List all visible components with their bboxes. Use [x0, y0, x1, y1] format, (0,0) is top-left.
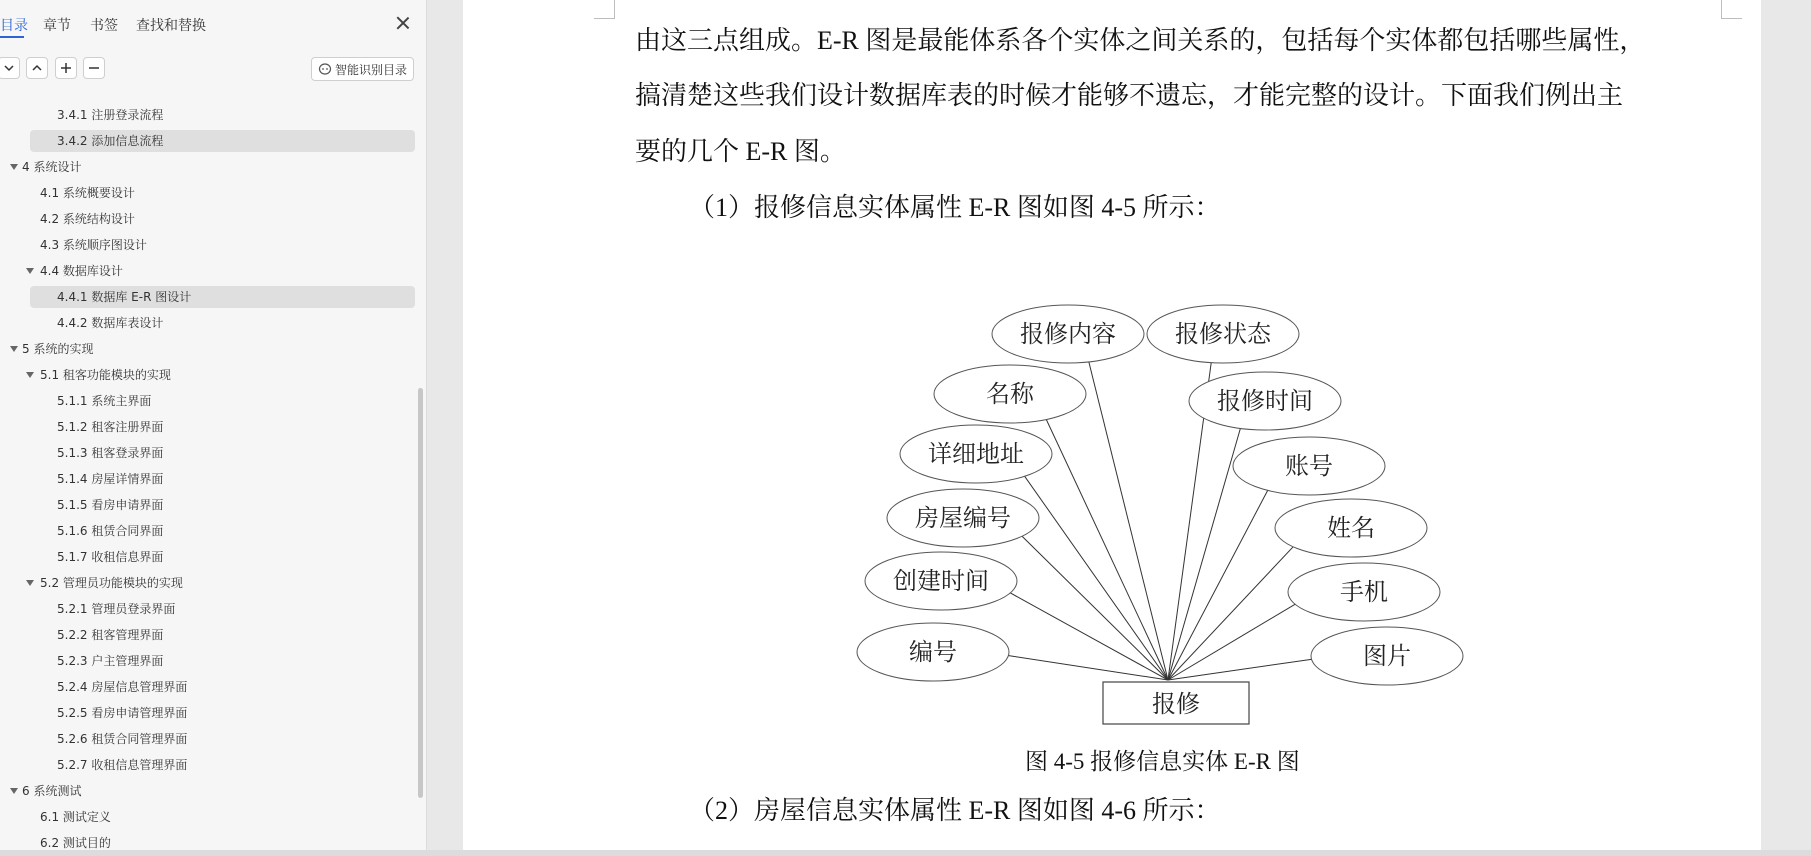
toc-item-label: 3.4.2 添加信息流程 [57, 134, 164, 148]
er-diagram [463, 0, 1761, 760]
toc-item-label: 5.1.7 收租信息界面 [57, 550, 164, 564]
er-connector-line [1168, 604, 1296, 680]
toc-item-label: 4.4 数据库设计 [40, 264, 123, 278]
toc-item-label: 5.1.2 租客注册界面 [57, 420, 164, 434]
er-attribute-label: 报修时间 [1217, 387, 1313, 415]
toc-item[interactable] [0, 416, 426, 438]
expand-down-button[interactable] [0, 57, 20, 79]
er-attribute-label: 图片 [1363, 642, 1411, 670]
toc-item[interactable] [0, 546, 426, 568]
tab-chapters[interactable]: 章节 [43, 18, 71, 34]
toc-item[interactable] [0, 572, 426, 594]
toc-item-label: 5.2 管理员功能模块的实现 [40, 576, 183, 590]
toc-item[interactable] [0, 442, 426, 464]
toc-item-label: 5.2.1 管理员登录界面 [57, 602, 176, 616]
er-attribute-label: 详细地址 [928, 440, 1024, 468]
expand-triangle-icon[interactable] [10, 346, 18, 352]
toc-item-label: 5.2.4 房屋信息管理界面 [57, 680, 188, 694]
smart-toc-label: 智能识别目录 [335, 62, 408, 77]
toc-item[interactable] [0, 728, 426, 750]
smart-toc-button[interactable] [311, 57, 414, 81]
toc-item-label: 5.2.3 户主管理界面 [57, 654, 164, 668]
toc-tree [0, 104, 426, 856]
add-heading-button[interactable] [55, 57, 77, 79]
tab-bookmarks[interactable]: 书签 [90, 18, 118, 34]
toc-item-label: 5.1.4 房屋详情界面 [57, 472, 164, 486]
expand-triangle-icon[interactable] [26, 580, 34, 586]
toc-item-label: 5.1.3 租客登录界面 [57, 446, 164, 460]
toc-item[interactable] [0, 234, 426, 256]
toc-item-label: 5.2.7 收租信息管理界面 [57, 758, 188, 772]
toc-item[interactable] [0, 650, 426, 672]
er-connector-line [1046, 419, 1168, 680]
expand-triangle-icon[interactable] [10, 788, 18, 794]
toc-item[interactable] [0, 702, 426, 724]
tab-find-replace[interactable]: 查找和替换 [136, 18, 206, 34]
expand-triangle-icon[interactable] [26, 268, 34, 274]
toc-item[interactable] [0, 182, 426, 204]
list-item-1: （1）报修信息实体属性 E-R 图如图 4-5 所示： [689, 193, 1221, 222]
toc-item-label: 5.1.6 租赁合同界面 [57, 524, 164, 538]
toc-item[interactable] [0, 104, 426, 126]
toc-item[interactable] [0, 208, 426, 230]
paragraph-line-3: 要的几个 E-R 图。 [635, 137, 846, 166]
toc-item-label: 4.2 系统结构设计 [40, 212, 135, 226]
er-attribute-label: 编号 [909, 638, 957, 666]
er-connector-line [1009, 592, 1168, 680]
nav-tabs [0, 0, 426, 46]
er-attribute-label: 账号 [1285, 452, 1333, 480]
toc-item-label: 5.2.2 租客管理界面 [57, 628, 164, 642]
toc-item[interactable] [0, 754, 426, 776]
er-connector-line [1007, 655, 1168, 680]
toc-item[interactable] [0, 676, 426, 698]
bottom-scroll-track [0, 850, 1811, 856]
active-tab-indicator [0, 36, 24, 38]
navigation-pane [0, 0, 427, 856]
toc-item[interactable] [0, 312, 426, 334]
er-attribute-label: 姓名 [1327, 514, 1375, 542]
figure-caption: 图 4-5 报修信息实体 E-R 图 [1025, 749, 1300, 774]
minus-icon [88, 62, 100, 74]
er-entity-label: 报修 [1152, 690, 1200, 718]
tab-toc[interactable]: 目录 [0, 18, 28, 34]
er-connector-line [1168, 428, 1241, 680]
toc-item-label: 6.1 测试定义 [40, 810, 111, 824]
er-connector-line [1168, 659, 1313, 680]
close-pane-button[interactable] [394, 14, 412, 32]
toc-item-label: 5.2.6 租赁合同管理界面 [57, 732, 188, 746]
toc-item[interactable] [0, 598, 426, 620]
toc-item-label: 5.2.5 看房申请管理界面 [57, 706, 188, 720]
document-page [463, 0, 1761, 856]
chevron-down-icon [3, 62, 15, 74]
toc-item[interactable] [0, 130, 426, 152]
er-attribute-label: 报修内容 [1020, 320, 1116, 348]
er-connector-line [1168, 490, 1268, 680]
toc-item[interactable] [0, 494, 426, 516]
toc-item[interactable] [0, 390, 426, 412]
paragraph-line-1: 由这三点组成。E-R 图是最能体系各个实体之间关系的，包括每个实体都包括哪些属性， [635, 26, 1646, 55]
toc-item[interactable] [0, 156, 426, 178]
toc-scrollbar[interactable] [418, 388, 423, 798]
toc-item[interactable] [0, 260, 426, 282]
smart-recognize-icon [318, 62, 332, 76]
er-attribute-label: 名称 [986, 380, 1034, 408]
toc-item-label: 3.4.1 注册登录流程 [57, 108, 164, 122]
paragraph-line-2: 搞清楚这些我们设计数据库表的时候才能够不遗忘，才能完整的设计。下面我们例出主 [635, 81, 1624, 110]
er-attribute-label: 报修状态 [1175, 320, 1271, 348]
toc-item-label: 4.4.2 数据库表设计 [57, 316, 164, 330]
toc-item-label: 6.2 测试目的 [40, 836, 111, 850]
toc-item-label: 4.1 系统概要设计 [40, 186, 135, 200]
collapse-up-button[interactable] [26, 57, 48, 79]
toc-item[interactable] [0, 364, 426, 386]
toc-item-label: 5.1.1 系统主界面 [57, 394, 152, 408]
toc-item[interactable] [0, 286, 426, 308]
remove-heading-button[interactable] [83, 57, 105, 79]
toc-item-label: 4.4.1 数据库 E-R 图设计 [57, 290, 192, 304]
toc-item-label: 4 系统设计 [22, 160, 82, 174]
toc-item[interactable] [0, 338, 426, 360]
toc-item-label: 5.1 租客功能模块的实现 [40, 368, 171, 382]
list-item-2: （2）房屋信息实体属性 E-R 图如图 4-6 所示： [689, 796, 1221, 825]
expand-triangle-icon[interactable] [10, 164, 18, 170]
er-connector-line [1021, 536, 1168, 680]
toc-item-label: 5 系统的实现 [22, 342, 94, 356]
toc-item[interactable] [0, 806, 426, 828]
toc-item[interactable] [0, 780, 426, 802]
toc-item-label: 5.1.5 看房申请界面 [57, 498, 164, 512]
toc-item[interactable] [0, 520, 426, 542]
er-attribute-label: 房屋编号 [915, 504, 1011, 532]
toc-item-label: 4.3 系统顺序图设计 [40, 238, 147, 252]
toc-item[interactable] [0, 468, 426, 490]
toc-item[interactable] [0, 624, 426, 646]
chevron-up-icon [31, 62, 43, 74]
plus-icon [60, 62, 72, 74]
er-attribute-label: 手机 [1340, 578, 1388, 606]
er-attribute-label: 创建时间 [893, 567, 989, 595]
toc-item-label: 6 系统测试 [22, 784, 82, 798]
er-connector-line [1024, 476, 1168, 680]
expand-triangle-icon[interactable] [26, 372, 34, 378]
er-connector-line [1089, 361, 1168, 680]
